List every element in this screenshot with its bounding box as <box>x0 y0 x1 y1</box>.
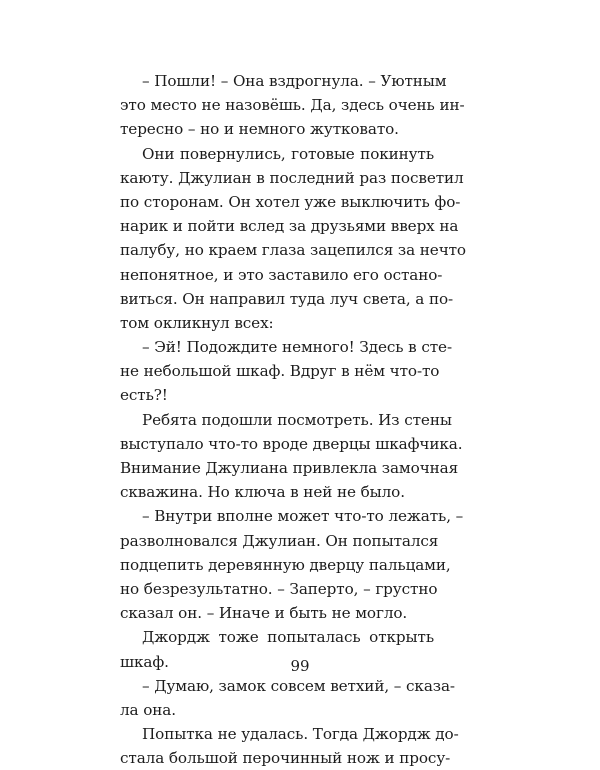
text-line: каюту. Джулиан в последний раз посветил <box>120 168 464 187</box>
text-line: – Пошли! – Она вздрогнула. – Уютным <box>142 72 447 90</box>
text-line: палубу, но краем глаза зацепился за нечто <box>120 241 466 260</box>
text-line: том окликнул всех: <box>120 313 274 332</box>
text-line: разволновался Джулиан. Он попытался <box>120 531 439 550</box>
text-line: есть?! <box>120 386 168 405</box>
text-line: виться. Он направил туда луч света, а по- <box>120 289 454 308</box>
text-line: – Эй! Подождите немного! Здесь в сте- <box>142 338 452 357</box>
text-line: не небольшой шкаф. Вдруг в нём что-то <box>120 362 440 381</box>
text-line: Попытка не удалась. Тогда Джордж до- <box>142 725 459 744</box>
text-line: по сторонам. Он хотел уже выключить фо- <box>120 192 461 211</box>
text-line: подцепить деревянную дверцу пальцами, <box>120 555 451 574</box>
text-line: скважина. Но ключа в ней не было. <box>120 483 405 502</box>
text-line: но безрезультатно. – Заперто, – грустно <box>120 579 438 598</box>
text-line: – Думаю, замок совсем ветхий, – сказа- <box>142 676 455 695</box>
text-line: сказал он. – Иначе и быть не могло. <box>120 604 408 623</box>
text-line: стала большой перочинный нож и просу- <box>120 749 451 768</box>
text-line: выступало что-то вроде дверцы шкафчика. <box>120 434 463 453</box>
text-line: шкаф. <box>120 652 169 671</box>
text-line: непонятное, и это заставило его остано- <box>120 265 443 284</box>
text-line: Джордж тоже попыталась открыть <box>142 628 434 647</box>
text-line: это место не назовёшь. Да, здесь очень ин- <box>120 96 465 115</box>
text-line: тересно – но и немного жутковато. <box>120 120 399 139</box>
text-line: – Внутри вполне может что-то лежать, – <box>142 507 464 526</box>
page-number: 99 <box>290 657 310 675</box>
text-line: ла она. <box>120 700 176 719</box>
text-line: Они повернулись, готовые покинуть <box>142 144 434 163</box>
text-line: нарик и пойти вслед за друзьями вверх на <box>120 217 459 236</box>
text-line: Ребята подошли посмотреть. Из стены <box>142 410 452 429</box>
text-line: Внимание Джулиана привлекла замочная <box>120 459 459 477</box>
